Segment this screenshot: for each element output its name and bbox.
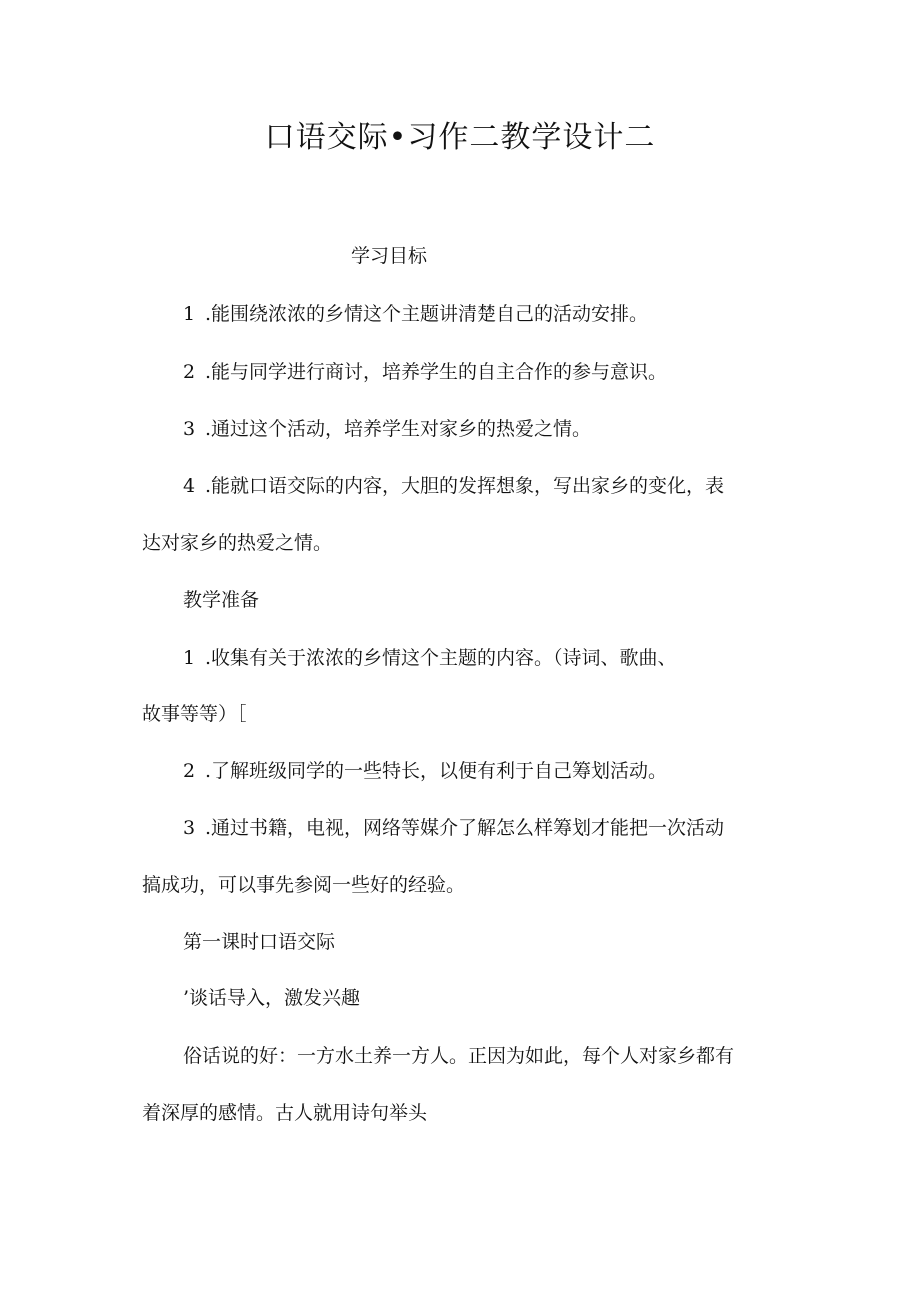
step-heading: ’谈话导入，激发兴趣 bbox=[183, 987, 361, 1009]
prep-heading: 教学准备 bbox=[183, 589, 260, 611]
prep-item-1-continuation: 故事等等）［ bbox=[142, 703, 247, 725]
prep-text: .通过书籍，电视，网络等媒介了解怎么样筹划才能把一次活动 bbox=[205, 817, 725, 839]
goal-text: .能围绕浓浓的乡情这个主题讲清楚自己的活动安排。 bbox=[205, 303, 649, 325]
prep-number: 2 bbox=[183, 760, 196, 782]
prep-number: 3 bbox=[183, 817, 196, 839]
prep-number: 1 bbox=[183, 647, 196, 669]
goal-number: 3 bbox=[183, 418, 196, 440]
document-title: 口语交际•习作二教学设计二 bbox=[264, 120, 656, 155]
prep-text: .了解班级同学的一些特长，以便有利于自己筹划活动。 bbox=[205, 760, 668, 782]
goal-text: .能就口语交际的内容，大胆的发挥想象，写出家乡的变化，表 bbox=[205, 475, 725, 497]
goal-text: .能与同学进行商讨，培养学生的自主合作的参与意识。 bbox=[205, 361, 668, 383]
goal-text: .通过这个活动，培养学生对家乡的热爱之情。 bbox=[205, 418, 592, 440]
paragraph-line: 着深厚的感情。古人就用诗句举头 bbox=[142, 1102, 428, 1124]
goal-item-1 bbox=[183, 302, 648, 326]
goal-item-3 bbox=[183, 417, 591, 441]
lesson-heading: 第一课时口语交际 bbox=[183, 931, 336, 953]
goal-number: 4 bbox=[183, 475, 196, 497]
prep-item-3-continuation: 搞成功，可以事先参阅一些好的经验。 bbox=[142, 874, 466, 896]
prep-item-1 bbox=[183, 646, 677, 670]
prep-item-2 bbox=[183, 759, 667, 783]
goal-item-2 bbox=[183, 360, 667, 384]
goal-item-4 bbox=[183, 474, 724, 498]
goals-heading: 学习目标 bbox=[351, 245, 428, 267]
goal-number: 2 bbox=[183, 361, 196, 383]
paragraph-line: 俗话说的好：一方水土养一方人。正因为如此，每个人对家乡都有 bbox=[183, 1045, 735, 1067]
goal-number: 1 bbox=[183, 303, 196, 325]
prep-text: .收集有关于浓浓的乡情这个主题的内容。（诗词、歌曲、 bbox=[205, 647, 677, 669]
prep-item-3 bbox=[183, 816, 724, 840]
goal-item-4-continuation: 达对家乡的热爱之情。 bbox=[142, 532, 333, 554]
